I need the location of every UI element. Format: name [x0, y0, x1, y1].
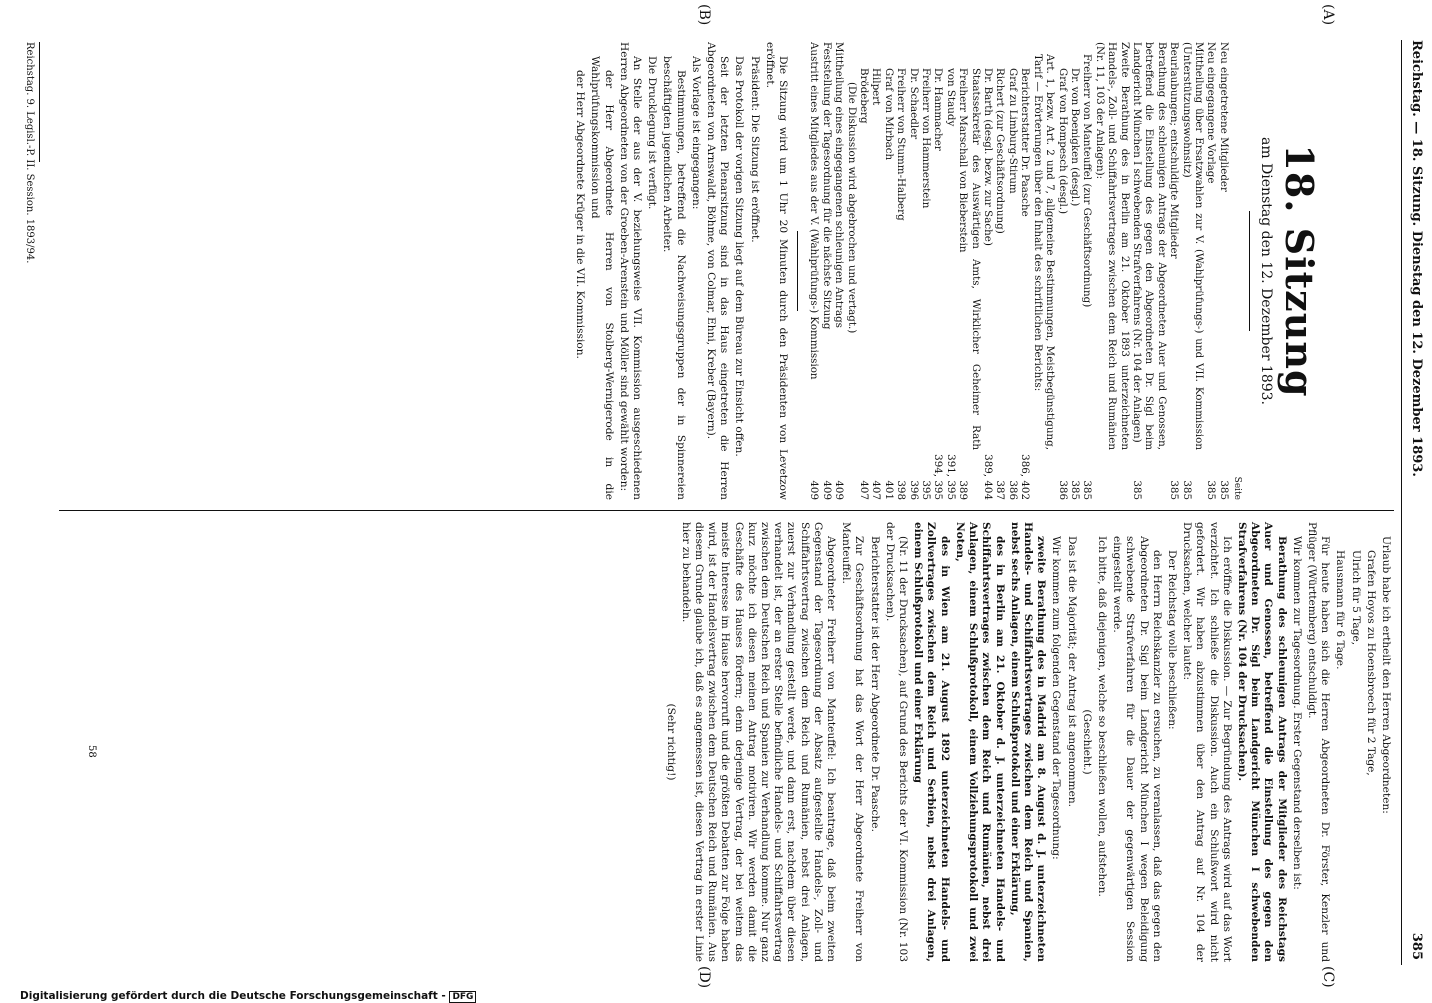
paragraph: den Herrn Reichskanzler zu ersuchen, zu veranlassen, daß das gegen den Abgeordneten Dr. Sigl beim Landgericht München I wegen Beleidigung schwebende Strafverfahren für die Dauer der gegenwärtigen Session eingestellt werde. [1111, 536, 1163, 962]
paragraph: Wir kommen zum folgenden Gegenstand der Tagesordnung: [1050, 536, 1063, 860]
toc-entry-page: 394, 395 [932, 454, 945, 500]
toc-entry-page: 396 [907, 480, 920, 500]
toc-entry [1217, 42, 1229, 500]
margin-mark-c: (C) [1320, 966, 1336, 988]
toc-entry-page: 395 [920, 480, 933, 500]
paragraph: des in Wien am 21. August 1892 unterzeichneten Handels- und Zollvertrages zwischen dem Reich und Serbien, nebst drei Anlagen, einem Schlußprotokoll und einer Erklärung [912, 522, 951, 962]
paragraph: Grafen Hoyos zu Hoensbroech für 2 Tage, [1364, 550, 1377, 776]
paragraph: Zur Geschäftsordnung hat das Wort der Herr Abgeordnete Freiherr von Manteuffel. [840, 522, 866, 962]
page-number: 385 [1409, 932, 1424, 960]
toc-entry [1056, 42, 1068, 500]
toc-entry-text: Graf von Hompesch (desgl.) [1056, 68, 1069, 215]
paragraph: Als Vorlage ist eingegangen: [689, 56, 702, 210]
toc-entry [982, 42, 994, 500]
paragraph: (Nr. 11 der Drucksachen), auf Grund des Berichts der VI. Kommission (Nr. 103 der Drucksachen). [883, 522, 910, 962]
toc-entry [895, 42, 907, 500]
toc-entry [1006, 42, 1018, 500]
paragraph: Die Drucklegung ist verfügt. [646, 56, 659, 210]
paragraph: Hausmann für 6 Tage. [1334, 550, 1347, 670]
title-rule [1249, 211, 1250, 331]
left-column [571, 42, 1392, 500]
paragraph: Wir kommen zur Tagesordnung. Erster Gegenstand derselben ist: [1290, 536, 1303, 890]
toc-entry-text: Austritt eines Mitgliedes aus der V. (Wahlprüfungs-) Kommission [808, 42, 821, 380]
toc-entry-text: Freiherr von Hammerstein [920, 68, 933, 209]
toc-entry-page: 385 [1068, 480, 1081, 500]
toc-entry-text: (Die Diskussion wird abgebrochen und vertagt.) [845, 82, 858, 334]
session-title: 18. Sitzung [1277, 144, 1322, 398]
footer-source: Reichstag. 9. Legisl.-P. II. Session. 1893/94. [24, 42, 35, 264]
toc-entry-text: Mittheilung eines eingegangenen schleunigen Antrags [833, 42, 846, 328]
toc-entry-text: Dr. von Boenigken (desgl.) [1068, 68, 1081, 207]
paragraph: (Sehr richtig!) [664, 703, 677, 781]
toc-entry [870, 42, 882, 500]
session-date: am Dienstag den 12. Dezember 1893. [1258, 137, 1274, 405]
paragraph: Abgeordneter Freiherr von Manteuffel: Ich beantrage, daß beim zweiten Gegenstand der Tagesordnung der Absatz aufgestellte Handels-, Zoll- und Schiffahrtsvertrag zwischen dem Reich und Rumänien, nebst drei Anlagen, zuerst zur Verhandlung gestellt werde, und dann erst, nachdem über diesen verhandelt ist, der an erster Stelle befindliche Handels- und Schiffahrtsvertrag zwischen dem Deutschen Reich und Spanien zur Verhandlung komme. Nur ganz kurz möchte ich diesen meinen Antrag motiviren. Wir werden damit die Geschäfte des Hauses fördern; denn derjenige Vertrag, der bei weitem das meiste Interesse im Hause hervorruft und die größten Debatten zur Folge haben wird, ist der Handelsvertrag zwischen dem Deutschen Reich und Rumänien. Aus diesem Grunde glaube ich, daß es angemessen ist, diesen Vertrag in erster Linie hier zu behandeln. [679, 522, 838, 962]
toc-entry-page: 407 [858, 480, 871, 500]
toc-entry-page: 385 [1217, 480, 1230, 500]
toc-entry [858, 42, 870, 500]
toc-entry [1019, 42, 1031, 500]
toc-entry-page: 401 [882, 480, 895, 500]
column-divider [59, 510, 1394, 511]
paragraph: Berichterstatter ist der Herr Abgeordnete Dr. Paasche. [868, 536, 881, 832]
toc-entry [1093, 42, 1130, 500]
toc-entry-page: 386, 402 [1019, 454, 1032, 500]
toc-entry-text: Brödeberg [858, 68, 871, 124]
margin-mark-b: (B) [696, 4, 712, 26]
paragraph: Ich eröffne die Diskussion. — Zur Begründung des Antrags wird auf das Wort verzichtet. Ich schließe die Diskussion. Auch ein Schlußwort wird nicht gefordert. Wir haben abzustimmen über den Antrag auf Nr. 104 der Drucksachen, welcher lautet: [1181, 522, 1233, 962]
header-title: Reichstag. — 18. Sitzung. Dienstag den 12. Dezember 1893. [1409, 40, 1424, 477]
toc-entry-page: 389, 404 [982, 454, 995, 500]
left-body [573, 42, 789, 500]
paragraph: des in Berlin am 21. Oktober d. J. unterzeichneten Handels- und Schiffahrtsvertrages zwischen dem Reich und Rumänien, nebst drei Anlagen, einem Schlußprotokoll, einem Vollziehungsprotokoll und zwei Noten, [953, 522, 1006, 962]
toc-entry-page: 398 [895, 480, 908, 500]
toc-entry-text: Freiherr von Manteuffel (zur Geschäftsordnung) [1081, 54, 1094, 308]
toc-entry-text: Neu eingetretene Mitglieder [1217, 42, 1230, 192]
toc-entry-text: Feststellung der Tagesordnung für die nächste Sitzung [820, 42, 833, 330]
toc-entry-page: 385 [1180, 480, 1193, 500]
toc-entry-page: 409 [820, 480, 833, 500]
right-column [661, 522, 1392, 962]
toc-entry-text: Dr. Schaedler [907, 68, 920, 140]
toc-entry-text: Freiherr von Stumm-Halberg [895, 68, 908, 221]
toc-entry-text: Art. 1, bezw. Art. 2 und 7, allgemeine Bestimmungen, Meistbegünstigung, Tarif — Erörterungen über den Inhalt des schriftlichen Berichts: [1031, 54, 1057, 450]
toc-entry-text: Zweite Berathung des in Berlin am 21. Oktober 1893 unterzeichneten Handels-, Zoll- und Schiffahrtsvertrages zwischen dem Reich und Rumänien (Nr. 11, 103 der Anlagen): [1093, 42, 1131, 450]
dfg-credit-text: Digitalisierung gefördert durch die Deutsche Forschungsgemeinschaft - [20, 990, 446, 1002]
footer-rule [39, 42, 40, 162]
toc-entry-text: Berichterstatter Dr. Paasche [1019, 68, 1032, 217]
toc-entry [1180, 42, 1205, 500]
toc-entry [833, 42, 845, 500]
toc-entry [820, 42, 832, 500]
toc-entry [1081, 42, 1093, 500]
paragraph: Bestimmungen, betreffend die Nachweisungsgruppen der in Spinnereien beschäftigten jugendlichen Arbeiter. [661, 56, 687, 500]
header-rule [1401, 40, 1402, 965]
paragraph: Für heute haben sich die Herren Abgeordneten Dr. Förster, Kenzler und Pflüger (Württemberg) entschuldigt. [1305, 522, 1332, 962]
paragraph: Die Sitzung wird um 1 Uhr 20 Minuten durch den Präsidenten von Levetzow eröffnet. [763, 42, 789, 500]
toc-entry-text: Berathung des schleunigen Antrags der Abgeordneten Auer und Genossen, betreffend die Einstellung des gegen den Abgeordneten Dr. Sigl beim Landgericht München I schwebenden Strafverfahrens (Nr. 104 der Anlagen) [1130, 42, 1168, 450]
toc-entry-text: Neu eingegangene Vorlage [1205, 42, 1218, 184]
toc-entry-text: von Staudy [944, 68, 957, 127]
toc-entry [932, 42, 944, 500]
toc-entry-text: Dr. Hammacher [932, 68, 945, 151]
toc-entry-text: Dr. Barth (desgl. bezw. zur Sache) [982, 68, 995, 246]
toc-page-header: Seite [1232, 476, 1242, 500]
toc-entry [1031, 42, 1056, 500]
toc-entry-page: 389 [957, 480, 970, 500]
toc-entry [920, 42, 932, 500]
toc-entry-page: 407 [870, 480, 883, 500]
running-header [1409, 40, 1424, 960]
paragraph: Ulrich für 5 Tage, [1349, 550, 1362, 646]
toc-end-rule [797, 231, 798, 311]
toc-entry-text: Graf zu Limburg-Stirum [1006, 68, 1019, 194]
toc-entry [1205, 42, 1217, 500]
paragraph: Der Reichstag wolle beschließen: [1165, 550, 1178, 730]
toc-entry-page: 409 [808, 480, 821, 500]
sheet-number: 58 [86, 745, 97, 758]
paragraph: Seit der letzten Plenarsitzung sind in das Haus eingetreten die Herren Abgeordneten von Arnswaldt, Böhme, von Colmar, Ehni, Kreber (Bayern). [704, 42, 731, 500]
paragraph: (Geschieht.) [1080, 709, 1093, 775]
toc-entry-page: 386 [1056, 480, 1069, 500]
margin-mark-a: (A) [1320, 4, 1336, 26]
paragraph: Das ist die Majorität; der Antrag ist angenommen. [1065, 536, 1078, 808]
dfg-logo: DFG [449, 991, 476, 1003]
margin-mark-d: (D) [696, 966, 712, 989]
paragraph: Urlaub habe ich ertheilt den Herren Abgeordneten: [1380, 536, 1392, 814]
toc-entry-text: Staatssekretär des Auswärtigen Amts, Wirklicher Geheimer Rath Freiherr Marschall von Bieberstein [957, 68, 982, 450]
toc-entry [957, 42, 982, 500]
toc-entry-page: 387 [994, 480, 1007, 500]
toc-entry [1168, 42, 1180, 500]
paragraph: Berathung des schleunigen Antrags der Mitglieder des Reichstags Auer und Genossen, betreffend die Einstellung des gegen den Abgeordneten Dr. Sigl beim Landgericht München I schwebenden Strafverfahrens (Nr. 104 der Drucksachen). [1235, 522, 1288, 962]
toc-entry [808, 42, 820, 500]
toc-entry-text: Richert (zur Geschäftsordnung) [994, 68, 1007, 234]
toc-entry [1131, 42, 1168, 500]
paragraph: der Herr Abgeordnete Krüger in die VII. Kommission. [574, 70, 587, 359]
paragraph: An Stelle der aus der V. beziehungsweise VII. Kommission ausgeschiedenen Herren Abgeordneten von der Groeben-Arenstein und Möller sind gewählt worden: [617, 42, 643, 500]
toc-entry-page: 409 [833, 480, 846, 500]
toc-entry-text: Hilpert [870, 68, 883, 106]
toc-entry-page: 386 [1006, 480, 1019, 500]
toc-entry-page: 385 [1205, 480, 1218, 500]
paragraph: zweite Berathung des in Madrid am 8. August d. J. unterzeichneten Handels- und Schiffahrtsvertrages zwischen dem Reich und Spanien, nebst sechs Anlagen, einem Schlußprotokoll und einer Erklärung, [1008, 522, 1048, 962]
paragraph: Ich bitte, daß diejenigen, welche so beschließen wollen, aufstehen. [1095, 536, 1108, 897]
toc-entry-page: 385 [1081, 480, 1094, 500]
toc-entry-text: Beurlaubungen; entschuldigte Mitglieder [1168, 42, 1181, 259]
toc-entry [944, 42, 956, 500]
toc-entry [882, 42, 894, 500]
paragraph: Das Protokoll der vorigen Sitzung liegt auf dem Büreau zur Einsicht offen. [733, 56, 746, 457]
dfg-credit [20, 990, 476, 1003]
paragraph: der Herr Abgeordnete Herren von Stolberg-Wernigerode in die Wahlprüfungskommission und [589, 56, 615, 500]
toc-entry-page: 385 [1130, 480, 1143, 500]
toc-entry-page: 391, 395 [944, 454, 957, 500]
toc-entry-text: Mittheilung über Ersatzwahlen zur V. (Wahlprüfungs-) und VII. Kommission (Unterstützungswohnsitz) [1180, 42, 1205, 450]
paragraph: Präsident: Die Sitzung ist eröffnet. [748, 56, 761, 243]
toc-entry [1069, 42, 1081, 500]
toc-entry [845, 42, 857, 500]
toc-entry [907, 42, 919, 500]
toc-entry-text: Graf von Mirbach [882, 68, 895, 161]
toc-entry-page: 385 [1168, 480, 1181, 500]
toc-entry [994, 42, 1006, 500]
table-of-contents [808, 42, 1230, 500]
